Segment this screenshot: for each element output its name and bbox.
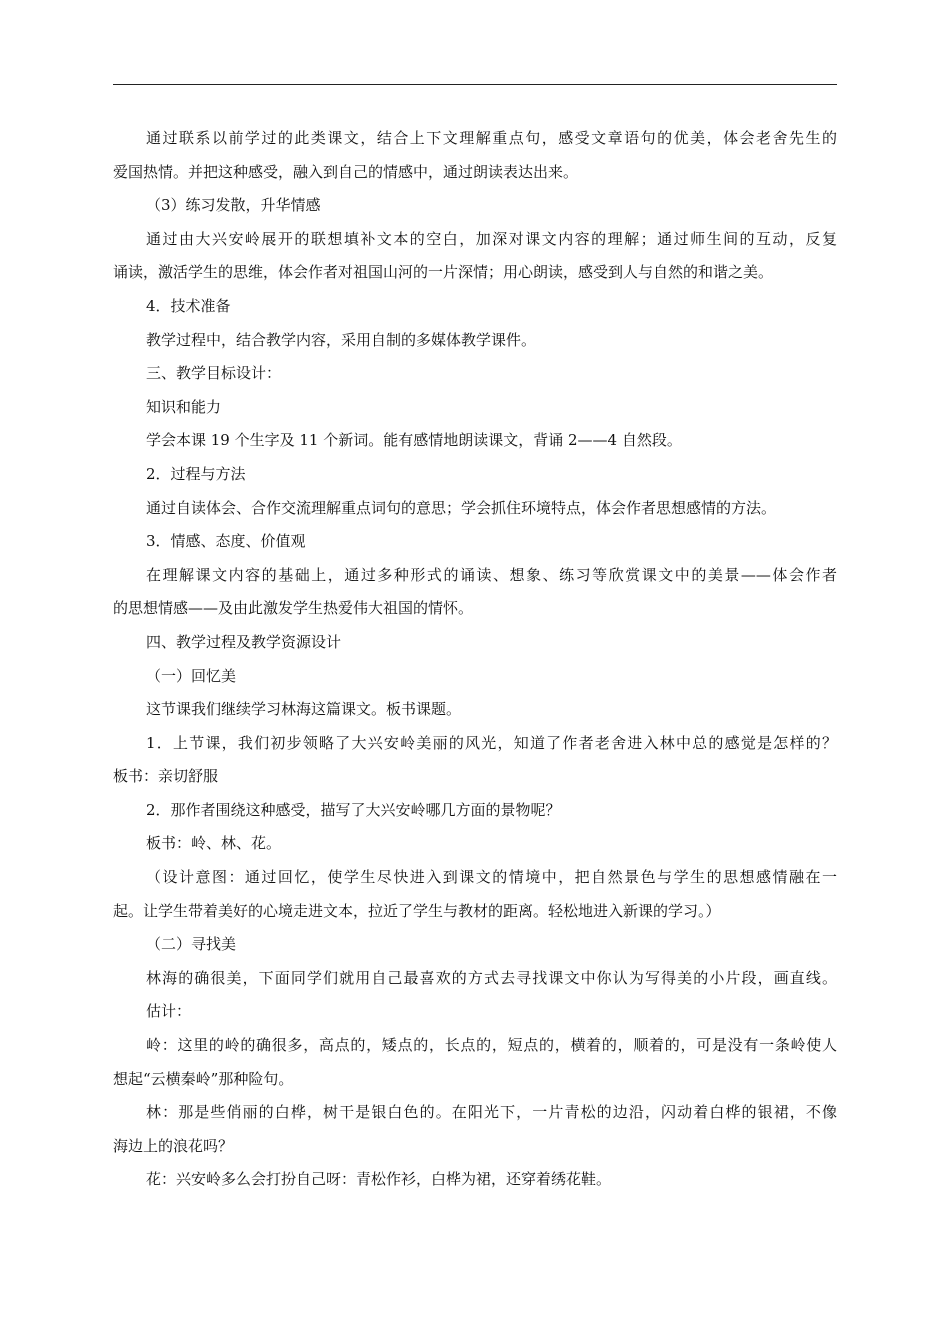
section-heading: 四、教学过程及教学资源设计 xyxy=(146,632,342,651)
paragraph-line: 花：兴安岭多么会打扮自己呀：青松作衫，白桦为裙，还穿着绣花鞋。 xyxy=(146,1170,612,1189)
paragraph-line: 爱国热情。并把这种感受，融入到自己的情感中，通过朗读表达出来。 xyxy=(113,162,579,181)
paragraph-line: 学会本课 19 个生字及 11 个新词。能有感情地朗读课文，背诵 2——4 自然段。 xyxy=(146,431,682,450)
paragraph-line: 的思想情感——及由此激发学生热爱伟大祖国的情怀。 xyxy=(113,599,474,618)
paragraph-line: 1．上节课，我们初步领略了大兴安岭美丽的风光，知道了作者老舍进入林中总的感觉是怎样的？ xyxy=(146,733,837,752)
section-heading: （二）寻找美 xyxy=(146,935,237,954)
paragraph-line: 板书：岭、林、花。 xyxy=(146,834,282,853)
paragraph-line: 林海的确很美，下面同学们就用自己最喜欢的方式去寻找课文中你认为写得美的小片段，画直线。 xyxy=(146,968,837,987)
document-body xyxy=(113,122,837,1197)
paragraph-line: 岭：这里的岭的确很多，高点的，矮点的，长点的，短点的，横着的，顺着的，可是没有一条岭使人 xyxy=(146,1036,837,1055)
paragraph-line: 这节课我们继续学习林海这篇课文。板书课题。 xyxy=(146,700,462,719)
section-heading: 3．情感、态度、价值观 xyxy=(146,532,306,551)
paragraph-line: 诵读，激活学生的思维，体会作者对祖国山河的一片深情；用心朗读，感受到人与自然的和谐之美。 xyxy=(113,263,774,282)
header-rule xyxy=(113,84,837,85)
paragraph-line: 通过自读体会、合作交流理解重点词句的意思；学会抓住环境特点，体会作者思想感情的方法。 xyxy=(146,498,777,517)
section-heading: （一）回忆美 xyxy=(146,666,237,685)
section-heading: 知识和能力 xyxy=(146,397,222,416)
paragraph-line: 2．那作者围绕这种感受，描写了大兴安岭哪几方面的景物呢？ xyxy=(146,800,561,819)
section-heading: 4．技术准备 xyxy=(146,296,231,315)
paragraph-line: 通过由大兴安岭展开的联想填补文本的空白，加深对课文内容的理解；通过师生间的互动，反复 xyxy=(146,229,837,248)
paragraph-line: 通过联系以前学过的此类课文，结合上下文理解重点句，感受文章语句的优美，体会老舍先生的 xyxy=(146,129,837,147)
paragraph-line: 起。让学生带着美好的心境走进文本，拉近了学生与教材的距离。轻松地进入新课的学习。） xyxy=(113,901,721,920)
paragraph-line: 教学过程中，结合教学内容，采用自制的多媒体教学课件。 xyxy=(146,330,537,349)
section-heading: 三、教学目标设计： xyxy=(146,364,282,383)
paragraph-line: 林：那是些俏丽的白桦，树干是银白色的。在阳光下，一片青松的边沿，闪动着白桦的银裙，不像 xyxy=(146,1103,837,1122)
paragraph-line: 板书：亲切舒服 xyxy=(113,767,219,786)
paragraph-line: 在理解课文内容的基础上，通过多种形式的诵读、想象、练习等欣赏课文中的美景——体会作者 xyxy=(146,565,837,584)
paragraph-line: 海边上的浪花吗？ xyxy=(113,1136,234,1155)
paragraph-line: 估计： xyxy=(146,1002,192,1021)
section-heading: 2．过程与方法 xyxy=(146,464,246,483)
paragraph-line: 想起“云横秦岭”那种险句。 xyxy=(113,1069,294,1088)
section-heading: （3）练习发散，升华情感 xyxy=(146,196,321,215)
paragraph-line: （设计意图：通过回忆，使学生尽快进入到课文的情境中，把自然景色与学生的思想感情融在一 xyxy=(146,868,837,887)
